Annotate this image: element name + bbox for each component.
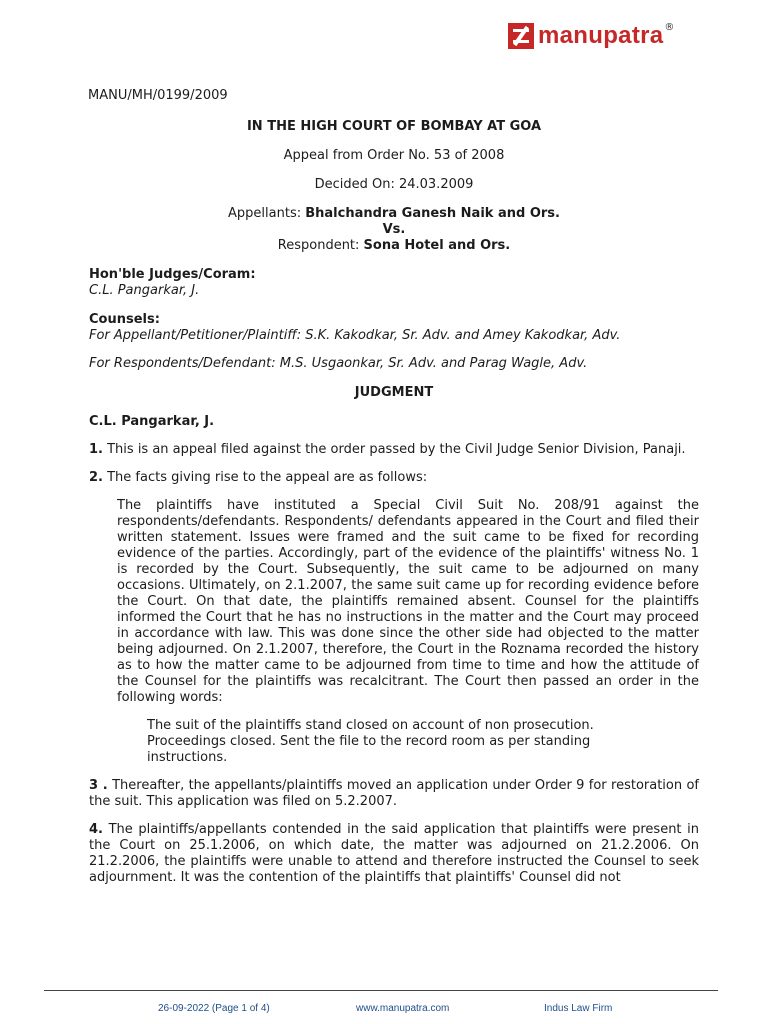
paragraph-number: 1.: [89, 442, 103, 457]
appellants-name: Bhalchandra Ganesh Naik and Ors.: [305, 206, 560, 221]
footer-firm: Indus Law Firm: [544, 1003, 613, 1014]
court-name: IN THE HIGH COURT OF BOMBAY AT GOA: [246, 119, 542, 134]
document-body: [89, 88, 699, 886]
respondent-counsel: For Respondents/Defendant: M.S. Usgaonkar, Sr. Adv. and Parag Wagle, Adv.: [89, 356, 588, 371]
judges-heading: Hon'ble Judges/Coram:: [89, 267, 256, 282]
paragraph-3: [89, 778, 699, 810]
paragraph-1: [89, 442, 699, 458]
paragraph-text: This is an appeal filed against the order passed by the Civil Judge Senior Division, Panaji.: [102, 442, 686, 457]
quoted-facts: The plaintiffs have instituted a Special Civil Suit No. 208/91 against the respondents/defendants. Respondents/ defendants appeared in the Court and filed their written statement. Issues were framed and the suit came to be fixed for recording evidence of the parties. Accordingly, part of the evidence of the plaintiffs' witness No. 1 is recorded by the Court. Subsequently, the suit came to be adjourned on many occasions. Ultimately, on 2.1.2007, the same suit came up for recording evidence before the Court. On that date, the plaintiffs remained absent. Counsel for the plaintiffs informed the Court that he has no instructions in the matter and the Court may proceed in accordance with law. This was done since the other side had objected to the matter being adjourned. On 2.1.2007, therefore, the Court in the Roznama recorded the history as to how the matter came to be adjourned from time to time and how the attitude of the Counsel for the plaintiffs was recalcitrant. The Court then passed an order in the following words:: [117, 498, 699, 705]
paragraph-text: The plaintiffs/appellants contended in the said application that plaintiffs were present in the Court on 25.1.2006, on which date, the matter was adjourned on 21.2.2006. On 21.2.2006, the plaintiffs were unable to attend and therefore instructed the Counsel to seek adjournment. It was the contention of the plaintiffs that plaintiffs' Counsel did not: [89, 822, 699, 885]
appellants-line: [89, 206, 699, 222]
brand-name: manupatra: [538, 22, 664, 49]
paragraph-2: [89, 470, 699, 486]
appeal-number: Appeal from Order No. 53 of 2008: [283, 148, 505, 163]
paragraph-number: 3 .: [89, 778, 108, 793]
respondent-name: Sona Hotel and Ors.: [363, 238, 511, 253]
paragraph-4: [89, 822, 699, 886]
appellants-label: Appellants:: [228, 206, 306, 221]
judge-name: C.L. Pangarkar, J.: [89, 283, 200, 298]
decided-on: Decided On: 24.03.2009: [314, 177, 474, 192]
paragraph-text: Thereafter, the appellants/plaintiffs moved an application under Order 9 for restoration of the suit. This application was filed on 5.2.2007.: [89, 778, 699, 809]
paragraph-number: 2.: [89, 470, 103, 485]
appellant-counsel: For Appellant/Petitioner/Plaintiff: S.K. Kakodkar, Sr. Adv. and Amey Kakodkar, Adv.: [89, 328, 621, 343]
quoted-order: The suit of the plaintiffs stand closed on account of non prosecution. Proceedings closed. Sent the file to the record room as per standing instructions.: [147, 718, 594, 765]
footer-divider: [44, 990, 718, 991]
respondent-label: Respondent:: [277, 238, 364, 253]
paragraph-number: 4.: [89, 822, 103, 837]
manupatra-logo: [508, 22, 674, 50]
counsels-heading: Counsels:: [89, 312, 160, 327]
manupatra-logo-icon: [508, 23, 534, 49]
citation: MANU/MH/0199/2009: [88, 88, 228, 103]
versus: Vs.: [382, 222, 406, 237]
judgment-heading: JUDGMENT: [354, 385, 434, 400]
judgment-author: C.L. Pangarkar, J.: [89, 414, 215, 429]
paragraph-text: The facts giving rise to the appeal are as follows:: [102, 470, 428, 485]
footer-site-link[interactable]: www.manupatra.com: [356, 1003, 450, 1014]
footer-date-page: 26-09-2022 (Page 1 of 4): [158, 1003, 270, 1014]
registered-mark: ®: [664, 22, 675, 33]
respondent-line: [89, 238, 699, 254]
